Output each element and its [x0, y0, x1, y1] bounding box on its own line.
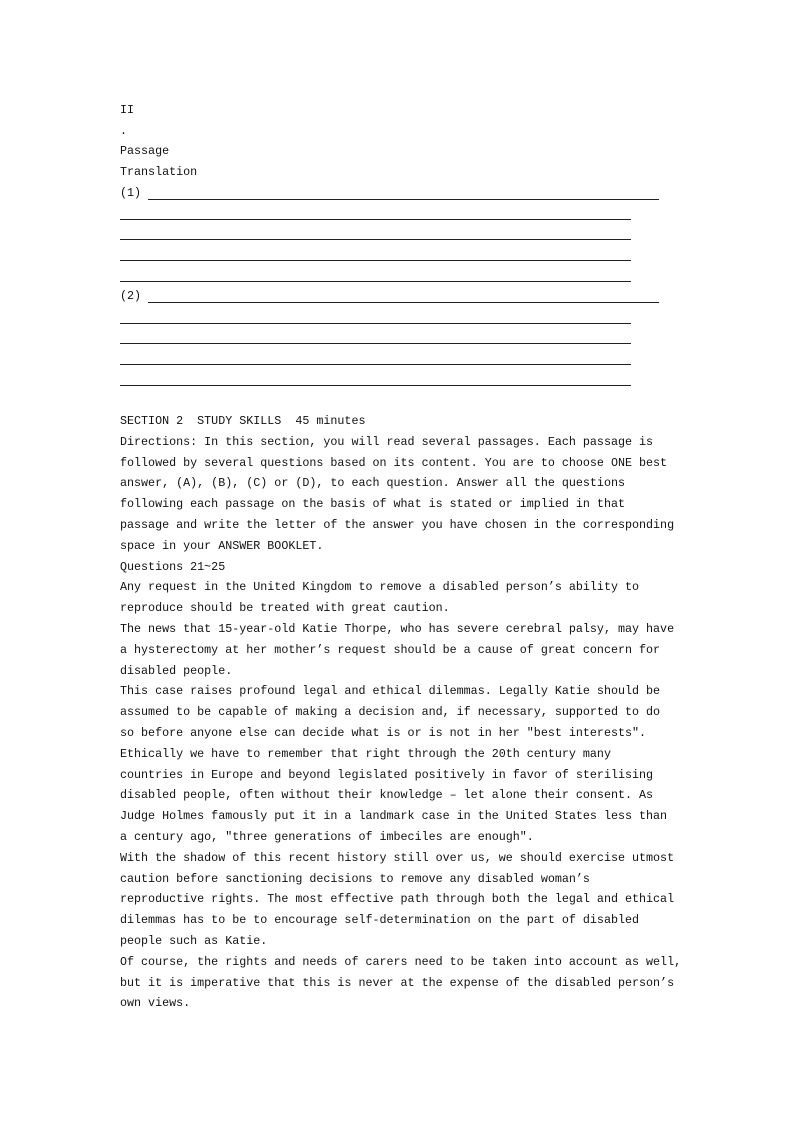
section-subheading: Translation	[120, 165, 198, 179]
passage-line: a century ago, ″three generations of imbeciles are enough″.	[120, 830, 534, 844]
item-label: (2)	[120, 289, 142, 303]
passage-line: With the shadow of this recent history still over us, we should exercise utmost	[120, 850, 675, 865]
passage-line: followed by several questions based on its content. You are to choose ONE best	[120, 455, 668, 470]
passage-line: answer, (A), (B), (C) or (D), to each question. Answer all the questions	[120, 476, 625, 491]
passage-line: disabled people.	[120, 663, 233, 678]
answer-line[interactable]	[120, 239, 631, 240]
passage-line: own views.	[120, 996, 191, 1011]
answer-line[interactable]	[120, 281, 631, 282]
item-label: (1)	[120, 186, 142, 200]
section-title: SECTION 2 STUDY SKILLS 45 minutes	[120, 414, 366, 428]
passage-line: a hysterectomy at her mother’s request should be a cause of great concern for	[120, 642, 661, 657]
passage-line: reproductive rights. The most effective path through both the legal and ethical	[120, 892, 675, 907]
passage-line: Ethically we have to remember that right through the 20th century many	[120, 746, 611, 761]
passage-line: so before anyone else can decide what is or is not in her ″best interests″.	[120, 726, 647, 740]
passage-line: passage and write the letter of the answer you have chosen in the corresponding	[120, 518, 675, 532]
passage-line: This case raises profound legal and ethical dilemmas. Legally Katie should be	[120, 684, 661, 699]
passage-line: dilemmas has to be to encourage self-determination on the part of disabled	[120, 913, 640, 928]
passage-line: countries in Europe and beyond legislated positively in favor of sterilising	[120, 767, 654, 782]
part-number: II	[120, 103, 135, 117]
answer-line[interactable]	[120, 260, 631, 261]
passage-line: Of course, the rights and needs of carers need to be taken into account as well,	[120, 954, 682, 969]
passage-line: Questions 21~25	[120, 559, 226, 574]
passage-line: caution before sanctioning decisions to remove any disabled woman’s	[120, 871, 590, 886]
passage-line: disabled people, often without their knowledge – let alone their consent. As	[120, 788, 654, 803]
passage-line: reproduce should be treated with great caution.	[120, 601, 450, 616]
answer-line[interactable]	[148, 199, 659, 200]
answer-line[interactable]	[120, 385, 631, 386]
section-heading: Passage	[120, 144, 170, 158]
passage-line: Directions: In this section, you will read several passages. Each passage is	[120, 434, 654, 449]
passage-line: following each passage on the basis of what is stated or implied in that	[120, 497, 625, 512]
answer-line[interactable]	[148, 302, 659, 303]
answer-line[interactable]	[120, 323, 631, 324]
passage-line: assumed to be capable of making a decision and, if necessary, supported to do	[120, 705, 661, 720]
passage-line: The news that 15-year-old Katie Thorpe, who has severe cerebral palsy, may have	[120, 622, 675, 636]
part-dot: .	[120, 124, 128, 138]
answer-line[interactable]	[120, 343, 631, 344]
passage-line: Judge Holmes famously put it in a landmark case in the United States less than	[120, 809, 668, 824]
passage-line: Any request in the United Kingdom to remove a disabled person’s ability to	[120, 580, 640, 595]
passage-line: people such as Katie.	[120, 934, 268, 948]
answer-line[interactable]	[120, 219, 631, 220]
passage-line: but it is imperative that this is never at the expense of the disabled person’s	[120, 975, 675, 990]
answer-line[interactable]	[120, 364, 631, 365]
passage-line: space in your ANSWER BOOKLET.	[120, 538, 324, 553]
